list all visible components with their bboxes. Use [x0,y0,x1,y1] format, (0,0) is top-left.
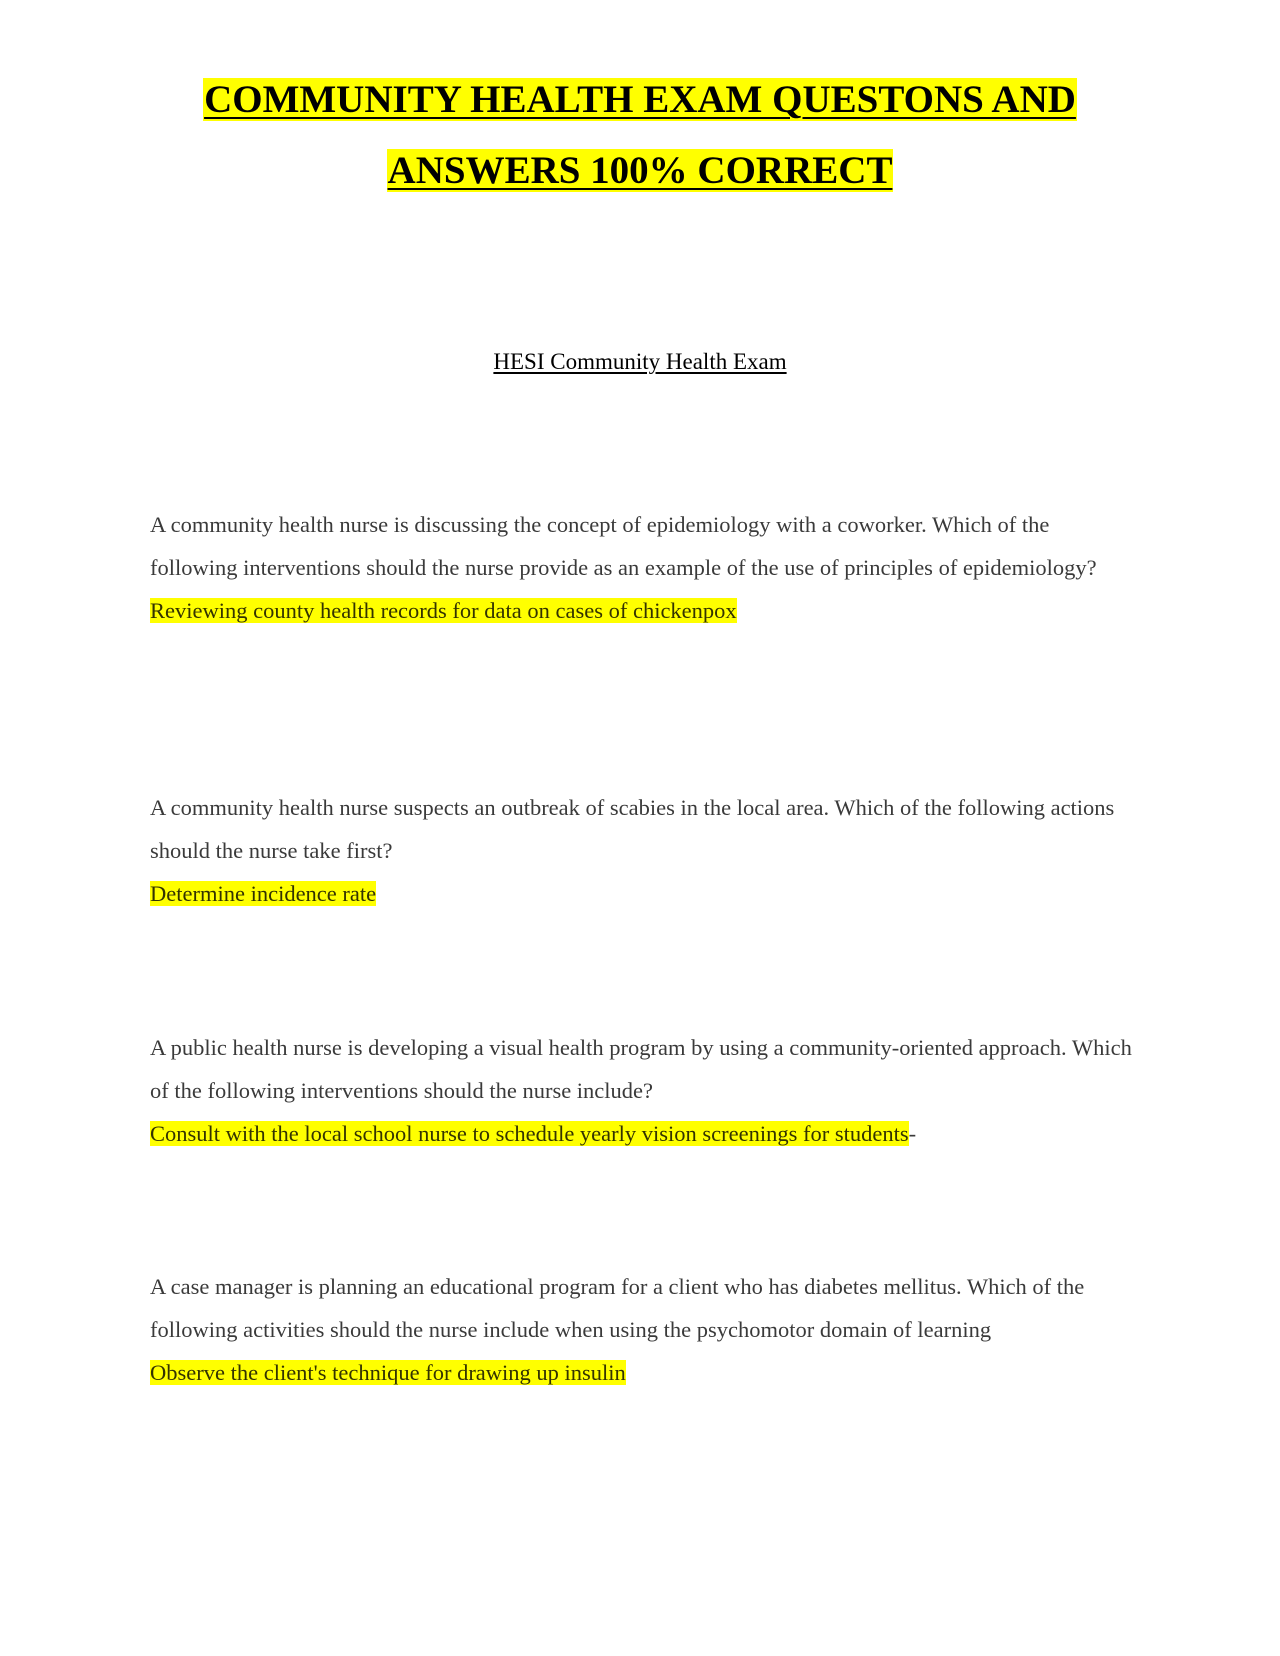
title-highlight: ANSWERS 100% CORRECT [387,149,893,192]
title-highlight: COMMUNITY HEALTH EXAM QUESTONS AND [204,78,1076,121]
question-text: A community health nurse suspects an outbreak of scabies in the local area. Which of the following actions should the nurse take first? [150,795,1115,863]
question-block [150,1026,1140,1155]
answer-highlight: Determine incidence rate [150,881,377,906]
question-text: A public health nurse is developing a visual health program by using a community-oriented approach. Which of the following interventions should the nurse include? [150,1035,1132,1103]
question-text: A community health nurse is discussing the concept of epidemiology with a coworker. Which of the following interventions should the nurse provide as an example of the use of principles of epidemiology? [150,512,1097,580]
document-subtitle: HESI Community Health Exam [493,349,787,374]
answer-text [150,1351,1140,1394]
question-text: A case manager is planning an educational program for a client who has diabetes mellitus. Which of the following activities should the nurse include when using the psychomotor domain of learning [150,1274,1085,1342]
question-block [150,503,1140,632]
answer-text [150,1112,1140,1155]
answer-text [150,872,1140,915]
document-title-line-1 [0,75,1280,125]
answer-text [150,589,1140,632]
answer-highlight: Reviewing county health records for data on cases of chickenpox [150,598,737,623]
question-block [150,786,1140,915]
answer-highlight: Consult with the local school nurse to schedule yearly vision screenings for students [150,1121,909,1146]
question-block [150,1265,1140,1394]
answer-highlight: Observe the client's technique for drawing up insulin [150,1360,626,1385]
answer-trail: - [908,1121,917,1146]
document-title-line-2 [0,146,1280,196]
